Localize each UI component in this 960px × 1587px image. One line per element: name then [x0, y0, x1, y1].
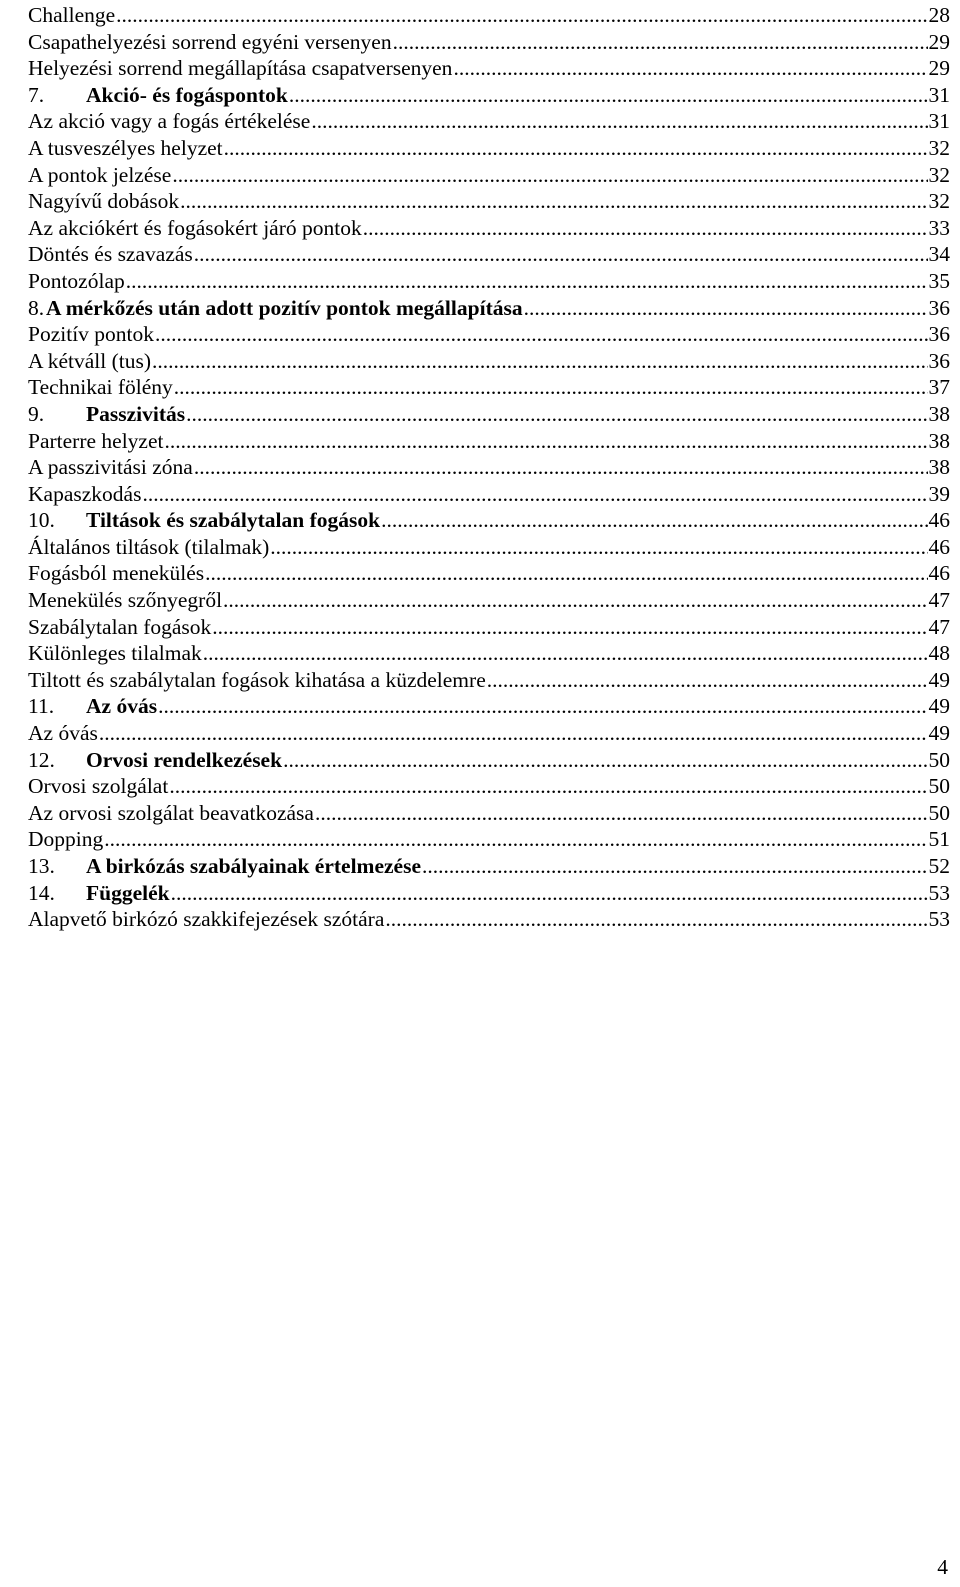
toc-chapter-number: 7.	[28, 82, 45, 107]
toc-title: A birkózás szabályainak értelmezése	[86, 854, 421, 878]
toc-dot-leader	[363, 215, 928, 242]
toc-entry[interactable]	[28, 481, 950, 508]
toc-entry[interactable]	[28, 800, 950, 827]
toc-page-number: 46	[928, 508, 950, 533]
toc-entry[interactable]	[28, 773, 950, 800]
toc-entry[interactable]	[28, 428, 950, 455]
toc-page-number: 36	[928, 348, 950, 373]
toc-title: Szabálytalan fogások	[28, 614, 212, 639]
toc-page-number: 32	[928, 135, 950, 160]
toc-dot-leader	[283, 747, 927, 774]
toc-page-number: 47	[928, 588, 950, 613]
toc-page-number: 49	[928, 667, 950, 692]
toc-title: Tiltások és szabálytalan fogások	[86, 508, 381, 533]
toc-page-number: 47	[928, 614, 950, 639]
toc-dot-leader	[158, 693, 927, 720]
toc-title: Általános tiltások (tilalmak)	[28, 534, 270, 559]
toc-entry[interactable]	[28, 534, 950, 561]
toc-title: Orvosi rendelkezések	[86, 747, 283, 772]
toc-dot-leader	[203, 640, 928, 667]
toc-entry[interactable]	[28, 720, 950, 747]
toc-page-number: 29	[928, 29, 950, 54]
toc-entry[interactable]	[28, 667, 950, 694]
toc-dot-leader	[194, 454, 928, 481]
toc-title: Döntés és szavazás	[28, 242, 193, 267]
toc-page-number: 33	[928, 215, 950, 240]
toc-entry[interactable]	[28, 135, 950, 162]
toc-title: A pontok jelzése	[28, 162, 172, 187]
toc-entry[interactable]	[28, 29, 950, 56]
toc-entry[interactable]	[28, 268, 950, 295]
toc-page-number: 36	[928, 295, 950, 320]
toc-dot-leader	[381, 507, 927, 534]
toc-page-number: 53	[928, 907, 950, 932]
toc-page-number: 32	[928, 189, 950, 214]
toc-title: Technikai fölény	[28, 375, 173, 400]
toc-page-number: 36	[928, 322, 950, 347]
toc-title: Akció- és fogáspontok	[86, 82, 288, 107]
toc-entry[interactable]	[28, 2, 950, 29]
toc-title: Helyezési sorrend megállapítása csapatversenyen	[28, 56, 453, 81]
toc-page-number: 48	[928, 641, 950, 666]
toc-chapter-number: 11.	[28, 694, 55, 719]
toc-title: Fogásból menekülés	[28, 561, 205, 586]
toc-dot-leader	[142, 481, 927, 508]
toc-page-number: 39	[928, 481, 950, 506]
toc-title: A tusveszélyes helyzet	[28, 135, 223, 160]
toc-page-number: 49	[928, 694, 950, 719]
toc-page-number: 46	[928, 561, 950, 586]
toc-chapter-number: 14.	[28, 880, 55, 905]
toc-page-number: 31	[928, 82, 950, 107]
toc-chapter-entry[interactable]	[28, 401, 950, 428]
toc-title: A kétváll (tus)	[28, 348, 152, 373]
toc-dot-leader	[385, 906, 927, 933]
toc-entry[interactable]	[28, 321, 950, 348]
toc-page-number: 29	[928, 56, 950, 81]
toc-dot-leader	[165, 428, 928, 455]
toc-chapter-entry[interactable]	[28, 693, 950, 720]
toc-title: Tiltott és szabálytalan fogások kihatása a küzdelemre	[28, 667, 486, 692]
toc-page-number: 35	[928, 268, 950, 293]
toc-entry[interactable]	[28, 241, 950, 268]
toc-dot-leader	[172, 162, 927, 189]
toc-page-number: 31	[928, 109, 950, 134]
toc-entry[interactable]	[28, 906, 950, 933]
toc-title: Parterre helyzet	[28, 428, 164, 453]
toc-title: Orvosi szolgálat	[28, 774, 169, 799]
toc-entry[interactable]	[28, 640, 950, 667]
toc-title: Menekülés szőnyegről	[28, 588, 223, 613]
toc-dot-leader	[104, 826, 927, 853]
toc-title: Dopping	[28, 827, 104, 852]
toc-dot-leader	[393, 29, 928, 56]
toc-chapter-number: 9.	[28, 401, 45, 426]
toc-entry[interactable]	[28, 560, 950, 587]
toc-dot-leader	[524, 295, 928, 322]
toc-entry[interactable]	[28, 826, 950, 853]
toc-title: Az óvás	[28, 721, 98, 746]
toc-page-number: 50	[928, 800, 950, 825]
toc-title: Pontozólap	[28, 268, 125, 293]
toc-title: Az akciókért és fogásokért járó pontok	[28, 215, 362, 240]
toc-title: Különleges tilalmak	[28, 641, 202, 666]
toc-chapter-entry[interactable]	[28, 747, 950, 774]
toc-page-number: 52	[928, 854, 950, 878]
toc-chapter-number: 10.	[28, 508, 55, 533]
table-of-contents	[28, 2, 950, 933]
toc-page-number: 53	[928, 880, 950, 905]
toc-dot-leader	[186, 401, 927, 428]
toc-entry[interactable]	[28, 374, 950, 401]
toc-title: Függelék	[86, 880, 170, 905]
toc-page-number: 49	[928, 721, 950, 746]
toc-page-number: 32	[928, 162, 950, 187]
toc-chapter-entry[interactable]	[28, 82, 950, 109]
toc-dot-leader	[116, 2, 927, 29]
toc-dot-leader	[289, 82, 928, 109]
toc-title: Az óvás	[86, 694, 158, 719]
toc-title: Alapvető birkózó szakkifejezések szótára	[28, 907, 385, 932]
toc-entry[interactable]	[28, 587, 950, 614]
toc-chapter-entry[interactable]	[28, 295, 950, 322]
toc-page-number: 50	[928, 747, 950, 772]
toc-dot-leader	[99, 720, 928, 747]
toc-chapter-entry[interactable]	[28, 880, 950, 907]
toc-dot-leader	[169, 773, 927, 800]
toc-page-number: 38	[928, 401, 950, 426]
toc-page-number: 38	[928, 455, 950, 480]
toc-entry[interactable]	[28, 188, 950, 215]
toc-page-number: 38	[928, 428, 950, 453]
toc-entry[interactable]	[28, 454, 950, 481]
toc-title: Pozitív pontok	[28, 322, 155, 347]
toc-title: A passzivitási zóna	[28, 455, 193, 480]
toc-chapter-number: 12.	[28, 747, 55, 772]
toc-page-number: 28	[928, 3, 950, 27]
toc-dot-leader	[422, 853, 928, 880]
toc-chapter-number: 8.	[28, 295, 45, 320]
toc-title: Az akció vagy a fogás értékelése	[28, 109, 311, 134]
toc-page-number: 46	[928, 534, 950, 559]
toc-dot-leader	[311, 108, 927, 135]
toc-page-number: 51	[928, 827, 950, 852]
toc-dot-leader	[223, 587, 927, 614]
toc-dot-leader	[174, 374, 928, 401]
toc-title: A mérkőzés után adott pozitív pontok megállapítása	[46, 295, 523, 320]
toc-dot-leader	[152, 348, 927, 375]
toc-title: Csapathelyezési sorrend egyéni versenyen	[28, 29, 392, 54]
toc-title: Az orvosi szolgálat beavatkozása	[28, 800, 314, 825]
toc-page-number: 37	[928, 375, 950, 400]
toc-dot-leader	[212, 614, 927, 641]
toc-entry[interactable]	[28, 614, 950, 641]
toc-entry[interactable]	[28, 348, 950, 375]
toc-page-number: 50	[928, 774, 950, 799]
toc-dot-leader	[487, 667, 928, 694]
toc-dot-leader	[224, 135, 928, 162]
toc-title: Challenge	[28, 3, 116, 27]
toc-entry[interactable]	[28, 55, 950, 82]
toc-title: Kapaszkodás	[28, 481, 142, 506]
toc-chapter-entry[interactable]	[28, 853, 950, 880]
toc-title: Nagyívű dobások	[28, 189, 180, 214]
toc-dot-leader	[315, 800, 928, 827]
toc-page-number: 34	[928, 242, 950, 267]
toc-dot-leader	[453, 55, 927, 82]
toc-dot-leader	[126, 268, 928, 295]
toc-dot-leader	[180, 188, 927, 215]
toc-entry[interactable]	[28, 162, 950, 189]
toc-chapter-number: 13.	[28, 854, 55, 878]
toc-entry[interactable]	[28, 108, 950, 135]
toc-dot-leader	[155, 321, 927, 348]
toc-dot-leader	[171, 880, 928, 907]
toc-title: Passzivitás	[86, 401, 186, 426]
toc-dot-leader	[205, 560, 927, 587]
toc-entry[interactable]	[28, 215, 950, 242]
page-number: 4	[937, 1555, 948, 1579]
toc-dot-leader	[270, 534, 927, 561]
toc-chapter-entry[interactable]	[28, 507, 950, 534]
toc-dot-leader	[194, 241, 928, 268]
